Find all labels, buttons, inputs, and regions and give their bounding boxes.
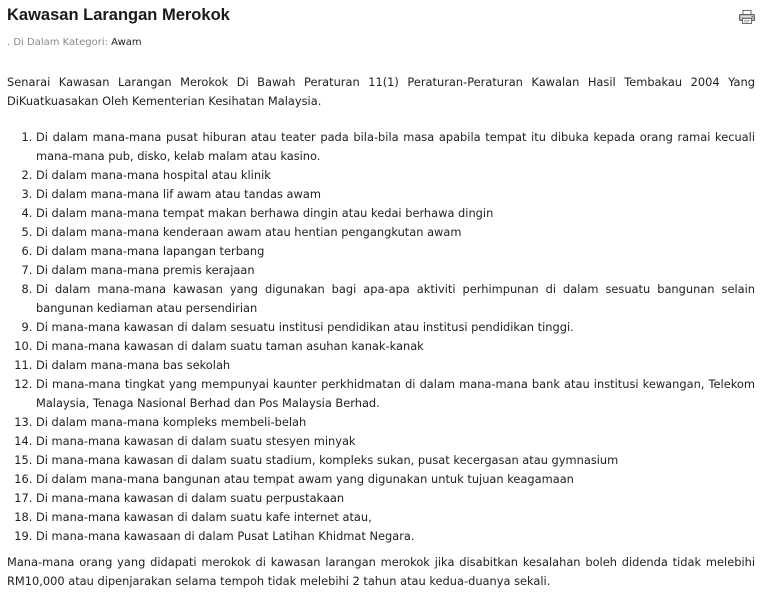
penalty-paragraph: Mana-mana orang yang didapati merokok di kawasan larangan merokok jika disabitkan kesalahan boleh didenda tidak melebihi RM10,000 atau dipenjarakan selama tempoh tidak melebihi 2 tahun atau kedua-duanya sekali. — [7, 555, 755, 588]
category-link[interactable]: Awam — [111, 37, 142, 48]
list-item: 3. Di dalam mana-mana lif awam atau tandas awam — [36, 185, 755, 204]
list-item: 14. Di mana-mana kawasan di dalam suatu stesyen minyak — [36, 432, 755, 451]
list-item: 9. Di mana-mana kawasan di dalam sesuatu institusi pendidikan atau institusi pendidikan tinggi. — [36, 318, 755, 337]
list-item: 11. Di dalam mana-mana bas sekolah — [36, 356, 755, 375]
intro-paragraph: Senarai Kawasan Larangan Merokok Di Bawah Peraturan 11(1) Peraturan-Peraturan Kawalan Hasil Tembakau 2004 Yang DiKuatkuasakan Oleh Kementerian Kesihatan Malaysia. — [7, 75, 755, 108]
list-item: 6. Di dalam mana-mana lapangan terbang — [36, 242, 755, 261]
no-smoking-area-list — [7, 128, 755, 546]
list-item: 2. Di dalam mana-mana hospital atau klinik — [36, 166, 755, 185]
article-body — [7, 73, 755, 591]
category-label: . Di Dalam Kategori: — [7, 37, 112, 48]
page-title: Kawasan Larangan Merokok — [7, 6, 230, 24]
category-line — [7, 37, 142, 48]
list-item: 7. Di dalam mana-mana premis kerajaan — [36, 261, 755, 280]
list-item: 18. Di mana-mana kawasan di dalam suatu kafe internet atau, — [36, 508, 755, 527]
printer-icon[interactable] — [739, 9, 755, 23]
list-item: 12. Di mana-mana tingkat yang mempunyai kaunter perkhidmatan di dalam mana-mana bank atau institusi kewangan, Telekom Malaysia, Tenaga Nasional Berhad dan Pos Malaysia Berhad. — [36, 375, 755, 413]
list-item: 15. Di mana-mana kawasan di dalam suatu stadium, kompleks sukan, pusat kecergasan atau gymnasium — [36, 451, 755, 470]
printer-icon-graphic — [739, 10, 755, 24]
list-item: 16. Di dalam mana-mana bangunan atau tempat awam yang digunakan untuk tujuan keagamaan — [36, 470, 755, 489]
list-item: 5. Di dalam mana-mana kenderaan awam atau hentian pengangkutan awam — [36, 223, 755, 242]
list-item: 10. Di mana-mana kawasan di dalam suatu taman asuhan kanak-kanak — [36, 337, 755, 356]
list-item: 19. Di mana-mana kawasaan di dalam Pusat Latihan Khidmat Negara. — [36, 527, 755, 546]
list-item: 8. Di dalam mana-mana kawasan yang digunakan bagi apa-apa aktiviti perhimpunan di dalam sesuatu bangunan selain bangunan kediaman atau persendirian — [36, 280, 755, 318]
list-item: 13. Di dalam mana-mana kompleks membeli-belah — [36, 413, 755, 432]
list-item: 4. Di dalam mana-mana tempat makan berhawa dingin atau kedai berhawa dingin — [36, 204, 755, 223]
list-item: 17. Di mana-mana kawasan di dalam suatu perpustakaan — [36, 489, 755, 508]
list-item: 1. Di dalam mana-mana pusat hiburan atau teater pada bila-bila masa apabila tempat itu dibuka kepada orang ramai kecuali mana-mana pub, disko, kelab malam atau kasino. — [36, 128, 755, 166]
